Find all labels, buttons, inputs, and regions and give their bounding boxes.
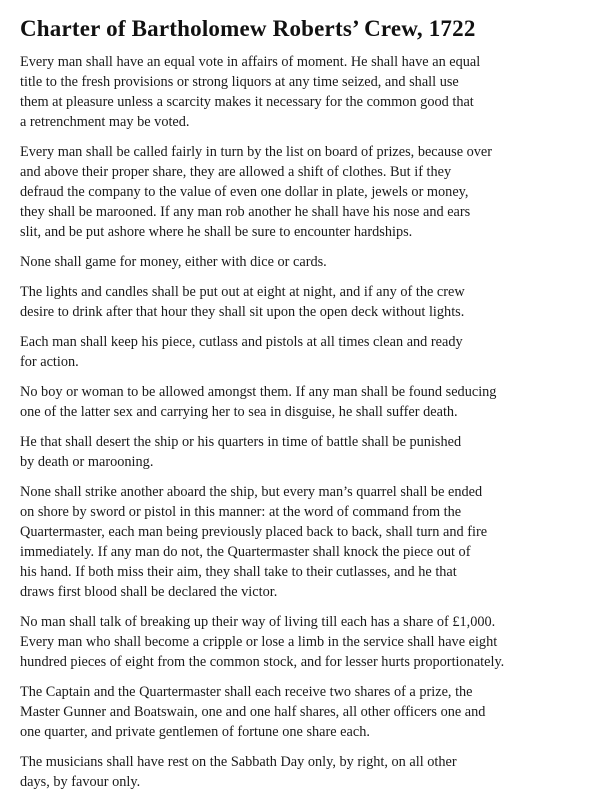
article-paragraph <box>20 142 594 242</box>
article-text-line: a retrenchment may be voted. <box>20 114 190 130</box>
article-paragraph <box>20 382 594 422</box>
article-text-line: desire to drink after that hour they shall sit upon the open deck without lights. <box>20 304 465 320</box>
article-text-line: Quartermaster, each man being previously placed back to back, shall turn and fire <box>20 524 488 540</box>
article-text-line: The lights and candles shall be put out at eight at night, and if any of the crew <box>20 284 465 300</box>
article-text-line: immediately. If any man do not, the Quartermaster shall knock the piece out of <box>20 544 471 560</box>
article-text-line: by death or marooning. <box>20 454 154 470</box>
article-text-line: and above their proper share, they are allowed a shift of clothes. But if they <box>20 164 452 180</box>
article-paragraph <box>20 332 594 372</box>
article-paragraph <box>20 282 594 322</box>
article-text-line: title to the fresh provisions or strong liquors at any time seized, and shall use <box>20 74 459 90</box>
article-text-line: them at pleasure unless a scarcity makes it necessary for the common good that <box>20 94 474 110</box>
article-text-line: Every man shall have an equal vote in affairs of moment. He shall have an equal <box>20 54 481 70</box>
article-text-line: one quarter, and private gentlemen of fortune one share each. <box>20 724 370 740</box>
article-paragraph <box>20 682 594 742</box>
article-paragraph <box>20 752 594 792</box>
article-text-line: No man shall talk of breaking up their way of living till each has a share of £1,000. <box>20 614 496 630</box>
article-paragraph <box>20 432 594 472</box>
article-text-line: Every man who shall become a cripple or lose a limb in the service shall have eight <box>20 634 498 650</box>
article-text-line: Each man shall keep his piece, cutlass and pistols at all times clean and ready <box>20 334 463 350</box>
article-text-line: his hand. If both miss their aim, they shall take to their cutlasses, and he that <box>20 564 457 580</box>
article-text-line: hundred pieces of eight from the common stock, and for lesser hurts proportionately. <box>20 654 505 670</box>
article-text-line: defraud the company to the value of even one dollar in plate, jewels or money, <box>20 184 469 200</box>
article-text-line: The Captain and the Quartermaster shall each receive two shares of a prize, the <box>20 684 473 700</box>
article-text-line: days, by favour only. <box>20 774 141 790</box>
article-text-line: No boy or woman to be allowed amongst them. If any man shall be found seducing <box>20 384 497 400</box>
article-text-line: for action. <box>20 354 79 370</box>
article-text-line: on shore by sword or pistol in this manner: at the word of command from the <box>20 504 462 520</box>
article-text-line: The musicians shall have rest on the Sabbath Day only, by right, on all other <box>20 754 457 770</box>
article-text-line: one of the latter sex and carrying her to sea in disguise, he shall suffer death. <box>20 404 458 420</box>
article-text-line: they shall be marooned. If any man rob another he shall have his nose and ears <box>20 204 471 220</box>
article-text-line: Master Gunner and Boatswain, one and one half shares, all other officers one and <box>20 704 486 720</box>
article-text-line: None shall game for money, either with dice or cards. <box>20 254 327 270</box>
article-paragraph <box>20 612 594 672</box>
page-title: Charter of Bartholomew Roberts’ Crew, 1722 <box>20 16 476 41</box>
article-text-line: Every man shall be called fairly in turn by the list on board of prizes, because over <box>20 144 493 160</box>
article-text-line: He that shall desert the ship or his quarters in time of battle shall be punished <box>20 434 462 450</box>
article-paragraph <box>20 482 594 602</box>
article-text-line: draws first blood shall be declared the victor. <box>20 584 278 600</box>
article-paragraph <box>20 52 594 132</box>
charter-articles <box>20 52 594 792</box>
article-paragraph <box>20 252 594 272</box>
article-text-line: None shall strike another aboard the ship, but every man’s quarrel shall be ended <box>20 484 483 500</box>
article-text-line: slit, and be put ashore where he shall be sure to encounter hardships. <box>20 224 413 240</box>
